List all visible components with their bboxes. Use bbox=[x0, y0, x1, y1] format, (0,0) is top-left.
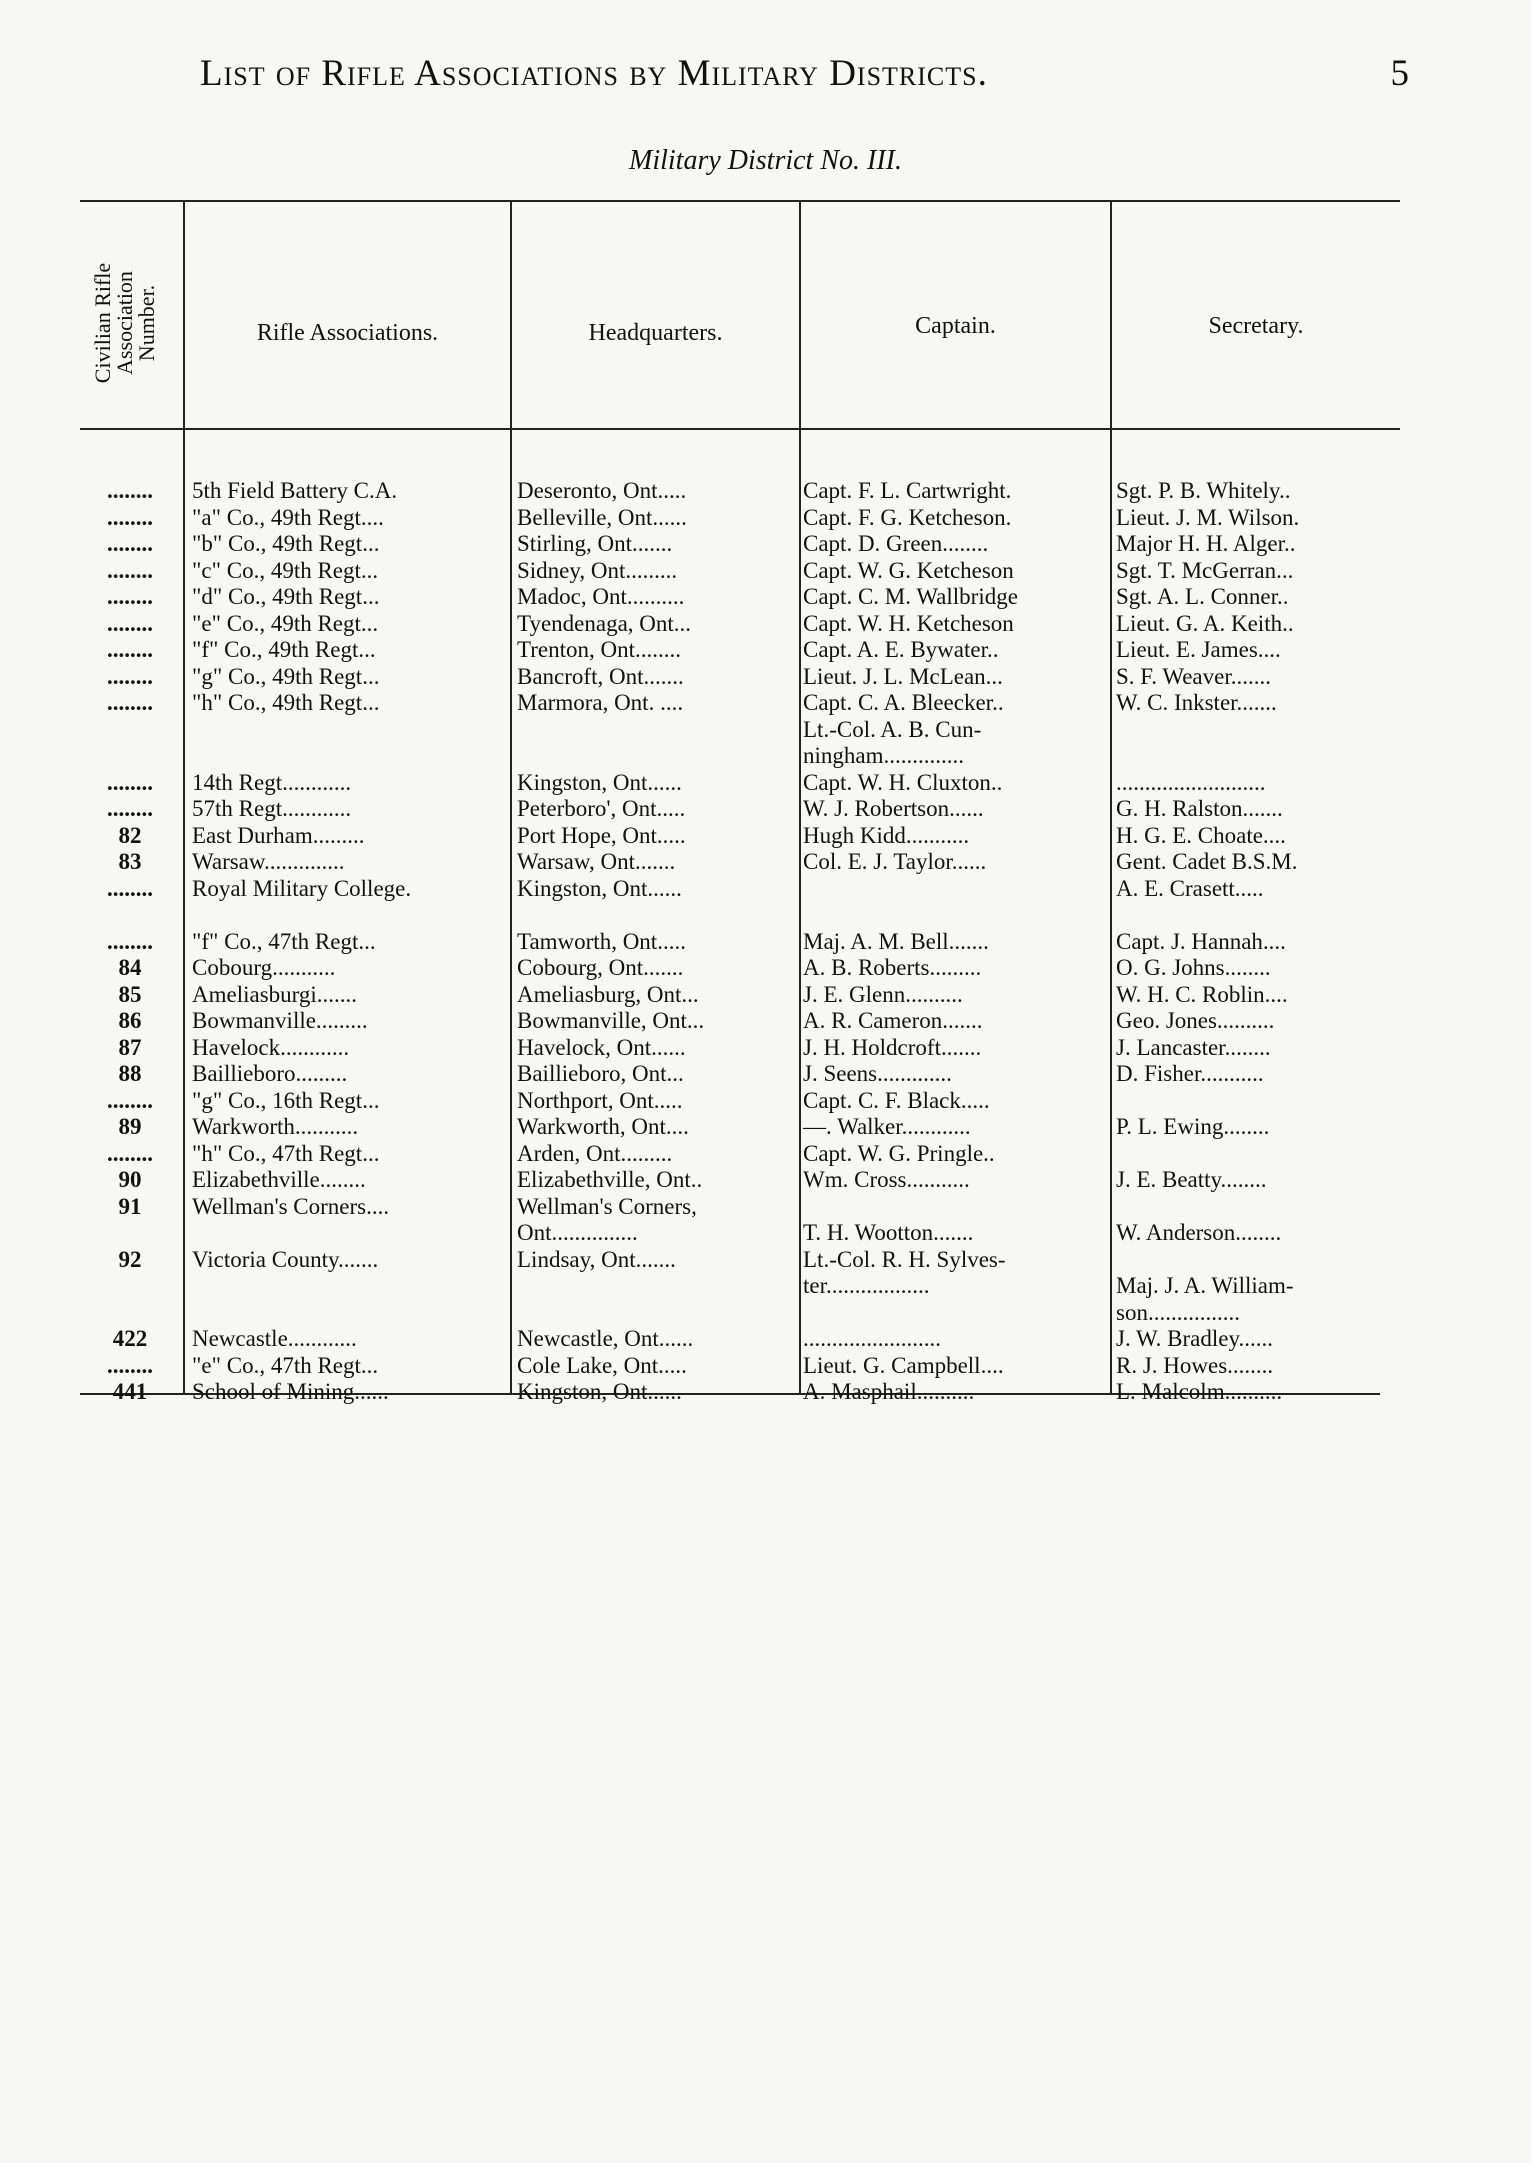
cell-headquarters: Havelock, Ont...... bbox=[517, 1034, 686, 1060]
table-row bbox=[80, 717, 1400, 744]
cell-headquarters: Marmora, Ont. .... bbox=[517, 690, 684, 715]
cell-secretary: G. H. Ralston....... bbox=[1116, 796, 1283, 821]
table-row bbox=[80, 743, 1400, 770]
associations-table bbox=[80, 200, 1400, 1404]
cell-number: ........ bbox=[107, 531, 153, 556]
page-number: 5 bbox=[1390, 53, 1410, 94]
cell-secretary: R. J. Howes........ bbox=[1116, 1352, 1274, 1378]
cell-headquarters: Bancroft, Ont....... bbox=[517, 663, 684, 689]
cell-association: "g" Co., 16th Regt... bbox=[192, 1087, 380, 1113]
cell-captain: Capt. D. Green........ bbox=[803, 531, 989, 556]
cell-secretary: J. W. Bradley...... bbox=[1116, 1326, 1273, 1351]
cell-captain: A. B. Roberts......... bbox=[803, 955, 982, 980]
cell-captain: Maj. A. M. Bell....... bbox=[803, 928, 989, 954]
cell-headquarters: Baillieboro, Ont... bbox=[517, 1061, 684, 1086]
cell-number: ........ bbox=[107, 504, 153, 530]
cell-number: 84 bbox=[118, 955, 142, 980]
table-body bbox=[80, 478, 1400, 1406]
cell-headquarters: Bowmanville, Ont... bbox=[517, 1008, 705, 1033]
cell-number: ........ bbox=[107, 928, 153, 954]
cell-number: 91 bbox=[118, 1193, 142, 1219]
cell-headquarters: Newcastle, Ont...... bbox=[517, 1326, 694, 1351]
cell-secretary: W. Anderson........ bbox=[1116, 1220, 1282, 1245]
cell-number: ........ bbox=[107, 637, 153, 662]
cell-captain: Capt. F. L. Cartwright. bbox=[803, 478, 1012, 503]
cell-headquarters: Tyendenaga, Ont... bbox=[517, 610, 692, 636]
cell-captain: Capt. W. H. Cluxton.. bbox=[803, 769, 1003, 795]
cell-headquarters: Ameliasburg, Ont... bbox=[517, 981, 699, 1007]
cell-captain: A. Masphail.......... bbox=[803, 1379, 975, 1404]
cell-secretary: Sgt. T. McGerran... bbox=[1116, 557, 1294, 583]
table-row bbox=[80, 955, 1400, 982]
cell-association: Havelock............ bbox=[192, 1034, 350, 1060]
column-header-secretary: Secretary. bbox=[1208, 313, 1304, 339]
district-heading: Military District No. III. bbox=[629, 145, 902, 176]
cell-number: 90 bbox=[118, 1167, 142, 1192]
cell-headquarters: Kingston, Ont...... bbox=[517, 875, 682, 901]
table-row bbox=[80, 1220, 1400, 1247]
cell-secretary: Capt. J. Hannah.... bbox=[1116, 928, 1286, 954]
cell-headquarters: Cole Lake, Ont..... bbox=[517, 1352, 687, 1378]
cell-headquarters: Arden, Ont......... bbox=[517, 1140, 673, 1166]
cell-secretary: Lieut. J. M. Wilson. bbox=[1116, 504, 1300, 530]
cell-association: Royal Military College. bbox=[192, 875, 412, 901]
cell-association: "h" Co., 47th Regt... bbox=[192, 1140, 380, 1166]
table-row bbox=[80, 478, 1400, 505]
cell-association: "f" Co., 49th Regt... bbox=[192, 637, 376, 662]
table-row bbox=[80, 1167, 1400, 1194]
cell-association: Newcastle............ bbox=[192, 1326, 357, 1351]
cell-captain: Lt.-Col. R. H. Sylves- bbox=[803, 1246, 1006, 1272]
table-row bbox=[80, 1088, 1400, 1115]
cell-secretary: H. G. E. Choate.... bbox=[1116, 822, 1286, 848]
cell-captain: ningham.............. bbox=[803, 743, 964, 768]
cell-secretary: Sgt. A. L. Conner.. bbox=[1116, 584, 1289, 609]
cell-association: School of Mining...... bbox=[192, 1379, 389, 1404]
table-row bbox=[80, 796, 1400, 823]
cell-association: Warkworth........... bbox=[192, 1114, 359, 1139]
cell-association: "h" Co., 49th Regt... bbox=[192, 690, 380, 715]
cell-secretary: Lieut. E. James.... bbox=[1116, 637, 1281, 662]
cell-association: 57th Regt............ bbox=[192, 796, 352, 821]
cell-headquarters: Stirling, Ont....... bbox=[517, 531, 673, 556]
cell-captain: Wm. Cross........... bbox=[803, 1167, 970, 1192]
cell-number: ........ bbox=[107, 1140, 153, 1166]
cell-captain: Col. E. J. Taylor...... bbox=[803, 849, 987, 874]
table-row bbox=[80, 1194, 1400, 1221]
cell-number: 89 bbox=[118, 1114, 142, 1139]
cell-association: "e" Co., 49th Regt... bbox=[192, 610, 379, 636]
table-row bbox=[80, 531, 1400, 558]
cell-secretary: W. C. Inkster....... bbox=[1116, 690, 1277, 715]
cell-secretary: S. F. Weaver....... bbox=[1116, 663, 1271, 689]
cell-secretary: D. Fisher........... bbox=[1116, 1061, 1264, 1086]
page-header bbox=[200, 52, 1410, 95]
cell-secretary: Geo. Jones.......... bbox=[1116, 1008, 1275, 1033]
cell-association: Victoria County....... bbox=[192, 1246, 379, 1272]
cell-number: ........ bbox=[107, 1087, 153, 1113]
cell-association: "d" Co., 49th Regt... bbox=[192, 584, 380, 609]
cell-number: 82 bbox=[118, 822, 142, 848]
cell-captain: Lt.-Col. A. B. Cun- bbox=[803, 716, 982, 742]
cell-captain: Capt. C. F. Black..... bbox=[803, 1087, 990, 1113]
column-header-headquarters: Headquarters. bbox=[588, 320, 723, 346]
cell-secretary: Lieut. G. A. Keith.. bbox=[1116, 610, 1294, 636]
table-row bbox=[80, 1114, 1400, 1141]
cell-secretary: A. E. Crasett..... bbox=[1116, 875, 1264, 901]
table-row bbox=[80, 1353, 1400, 1380]
cell-captain: ........................ bbox=[803, 1326, 941, 1351]
cell-secretary: Major H. H. Alger.. bbox=[1116, 531, 1296, 556]
cell-captain: J. H. Holdcroft....... bbox=[803, 1034, 982, 1060]
table-row bbox=[80, 1035, 1400, 1062]
cell-headquarters: Madoc, Ont.......... bbox=[517, 584, 685, 609]
cell-secretary: O. G. Johns........ bbox=[1116, 955, 1271, 980]
cell-association: 5th Field Battery C.A. bbox=[192, 478, 398, 503]
cell-number: 88 bbox=[118, 1061, 142, 1086]
cell-headquarters: Deseronto, Ont..... bbox=[517, 478, 687, 503]
page-title: List of Rifle Associations by Military Districts. bbox=[200, 53, 988, 94]
cell-secretary: W. H. C. Roblin.... bbox=[1116, 981, 1288, 1007]
table-row bbox=[80, 1300, 1400, 1327]
cell-number: ........ bbox=[107, 1352, 153, 1378]
table-row bbox=[80, 664, 1400, 691]
cell-headquarters: Sidney, Ont......... bbox=[517, 557, 678, 583]
table-row bbox=[80, 849, 1400, 876]
cell-captain: J. Seens............. bbox=[803, 1061, 952, 1086]
cell-secretary: L. Malcolm.......... bbox=[1116, 1379, 1283, 1404]
header-bottom-rule bbox=[80, 428, 1400, 430]
table-top-rule bbox=[80, 200, 1400, 202]
cell-captain: A. R. Cameron....... bbox=[803, 1008, 983, 1033]
cell-number: ........ bbox=[107, 478, 153, 503]
cell-headquarters: Elizabethville, Ont.. bbox=[517, 1167, 703, 1192]
cell-secretary: Sgt. P. B. Whitely.. bbox=[1116, 478, 1291, 503]
cell-number: 86 bbox=[118, 1008, 142, 1033]
table-row bbox=[80, 1141, 1400, 1168]
table-row bbox=[80, 876, 1400, 903]
cell-headquarters: Northport, Ont..... bbox=[517, 1087, 683, 1113]
cell-headquarters: Peterboro', Ont..... bbox=[517, 796, 686, 821]
cell-captain: Capt. W. G. Pringle.. bbox=[803, 1140, 995, 1166]
cell-captain: W. J. Robertson...... bbox=[803, 796, 984, 821]
cell-number: 92 bbox=[118, 1246, 142, 1272]
table-row bbox=[80, 982, 1400, 1009]
table-row bbox=[80, 770, 1400, 797]
cell-number: 422 bbox=[112, 1326, 148, 1351]
cell-association: "a" Co., 49th Regt.... bbox=[192, 504, 384, 530]
cell-secretary: Gent. Cadet B.S.M. bbox=[1116, 849, 1298, 874]
cell-number: ........ bbox=[107, 769, 153, 795]
table-row bbox=[80, 902, 1400, 929]
cell-association: Cobourg........... bbox=[192, 955, 336, 980]
cell-number: 85 bbox=[118, 981, 142, 1007]
cell-association: Baillieboro......... bbox=[192, 1061, 348, 1086]
cell-secretary: P. L. Ewing........ bbox=[1116, 1114, 1270, 1139]
table-row bbox=[80, 584, 1400, 611]
cell-secretary: Maj. J. A. William- bbox=[1116, 1273, 1294, 1298]
cell-headquarters: Tamworth, Ont..... bbox=[517, 928, 686, 954]
table-row bbox=[80, 611, 1400, 638]
cell-headquarters: Kingston, Ont...... bbox=[517, 1379, 682, 1404]
table-row bbox=[80, 1326, 1400, 1353]
cell-association: Wellman's Corners.... bbox=[192, 1193, 390, 1219]
table-row bbox=[80, 690, 1400, 717]
cell-association: Warsaw.............. bbox=[192, 849, 345, 874]
cell-secretary: J. E. Beatty........ bbox=[1116, 1167, 1267, 1192]
cell-headquarters: Lindsay, Ont....... bbox=[517, 1246, 676, 1272]
table-row bbox=[80, 1247, 1400, 1274]
cell-secretary: J. Lancaster........ bbox=[1116, 1034, 1271, 1060]
cell-association: "c" Co., 49th Regt... bbox=[192, 557, 379, 583]
cell-secretary: son................ bbox=[1116, 1299, 1240, 1325]
cell-number: ........ bbox=[107, 557, 153, 583]
cell-headquarters: Belleville, Ont...... bbox=[517, 504, 687, 530]
cell-headquarters: Wellman's Corners, bbox=[517, 1193, 697, 1219]
table-row bbox=[80, 1061, 1400, 1088]
cell-headquarters: Kingston, Ont...... bbox=[517, 769, 682, 795]
table-row bbox=[80, 637, 1400, 664]
cell-captain: Capt. C. A. Bleecker.. bbox=[803, 690, 1004, 715]
cell-headquarters: Cobourg, Ont....... bbox=[517, 955, 684, 980]
cell-captain: J. E. Glenn.......... bbox=[803, 981, 963, 1007]
cell-association: "g" Co., 49th Regt... bbox=[192, 663, 380, 689]
cell-association: "e" Co., 47th Regt... bbox=[192, 1352, 379, 1378]
cell-secretary: .......................... bbox=[1116, 769, 1266, 795]
table-row bbox=[80, 929, 1400, 956]
cell-captain: Capt. W. H. Ketcheson bbox=[803, 610, 1014, 636]
table-row bbox=[80, 1273, 1400, 1300]
column-header-associations: Rifle Associations. bbox=[256, 320, 439, 346]
cell-association: Elizabethville........ bbox=[192, 1167, 366, 1192]
cell-captain: Capt. F. G. Ketcheson. bbox=[803, 504, 1012, 530]
cell-captain: Lieut. G. Campbell.... bbox=[803, 1352, 1004, 1378]
table-row bbox=[80, 558, 1400, 585]
cell-association: "b" Co., 49th Regt... bbox=[192, 531, 380, 556]
column-header-captain: Captain. bbox=[915, 313, 996, 339]
cell-number: 87 bbox=[118, 1034, 142, 1060]
cell-captain: T. H. Wootton....... bbox=[803, 1220, 974, 1245]
cell-number: ........ bbox=[107, 663, 153, 689]
cell-headquarters: Warsaw, Ont....... bbox=[517, 849, 676, 874]
cell-association: Ameliasburgi....... bbox=[192, 981, 358, 1007]
cell-number: 441 bbox=[112, 1379, 148, 1404]
cell-association: Bowmanville......... bbox=[192, 1008, 368, 1033]
cell-number: ........ bbox=[107, 875, 153, 901]
table-row bbox=[80, 823, 1400, 850]
column-header-number: Civilian Rifle Association Number. bbox=[89, 262, 159, 383]
cell-captain: ter.................. bbox=[803, 1273, 930, 1298]
cell-headquarters: Ont............... bbox=[517, 1220, 638, 1245]
table-row bbox=[80, 1008, 1400, 1035]
cell-number: ........ bbox=[107, 690, 153, 715]
cell-headquarters: Port Hope, Ont..... bbox=[517, 822, 686, 848]
cell-number: ........ bbox=[107, 584, 153, 609]
cell-headquarters: Trenton, Ont........ bbox=[517, 637, 681, 662]
cell-captain: Capt. C. M. Wallbridge bbox=[803, 584, 1018, 609]
cell-number: ........ bbox=[107, 610, 153, 636]
cell-captain: Lieut. J. L. McLean... bbox=[803, 663, 1003, 689]
cell-headquarters: Warkworth, Ont.... bbox=[517, 1114, 689, 1139]
cell-captain: —. Walker............ bbox=[803, 1114, 971, 1139]
cell-captain: Capt. W. G. Ketcheson bbox=[803, 557, 1014, 583]
cell-association: "f" Co., 47th Regt... bbox=[192, 928, 376, 954]
table-row bbox=[80, 505, 1400, 532]
cell-number: ........ bbox=[107, 796, 153, 821]
cell-number: 83 bbox=[118, 849, 142, 874]
cell-association: 14th Regt............ bbox=[192, 769, 352, 795]
cell-captain: Hugh Kidd........... bbox=[803, 822, 970, 848]
table-row bbox=[80, 1379, 1400, 1406]
cell-association: East Durham......... bbox=[192, 822, 365, 848]
cell-captain: Capt. A. E. Bywater.. bbox=[803, 637, 999, 662]
